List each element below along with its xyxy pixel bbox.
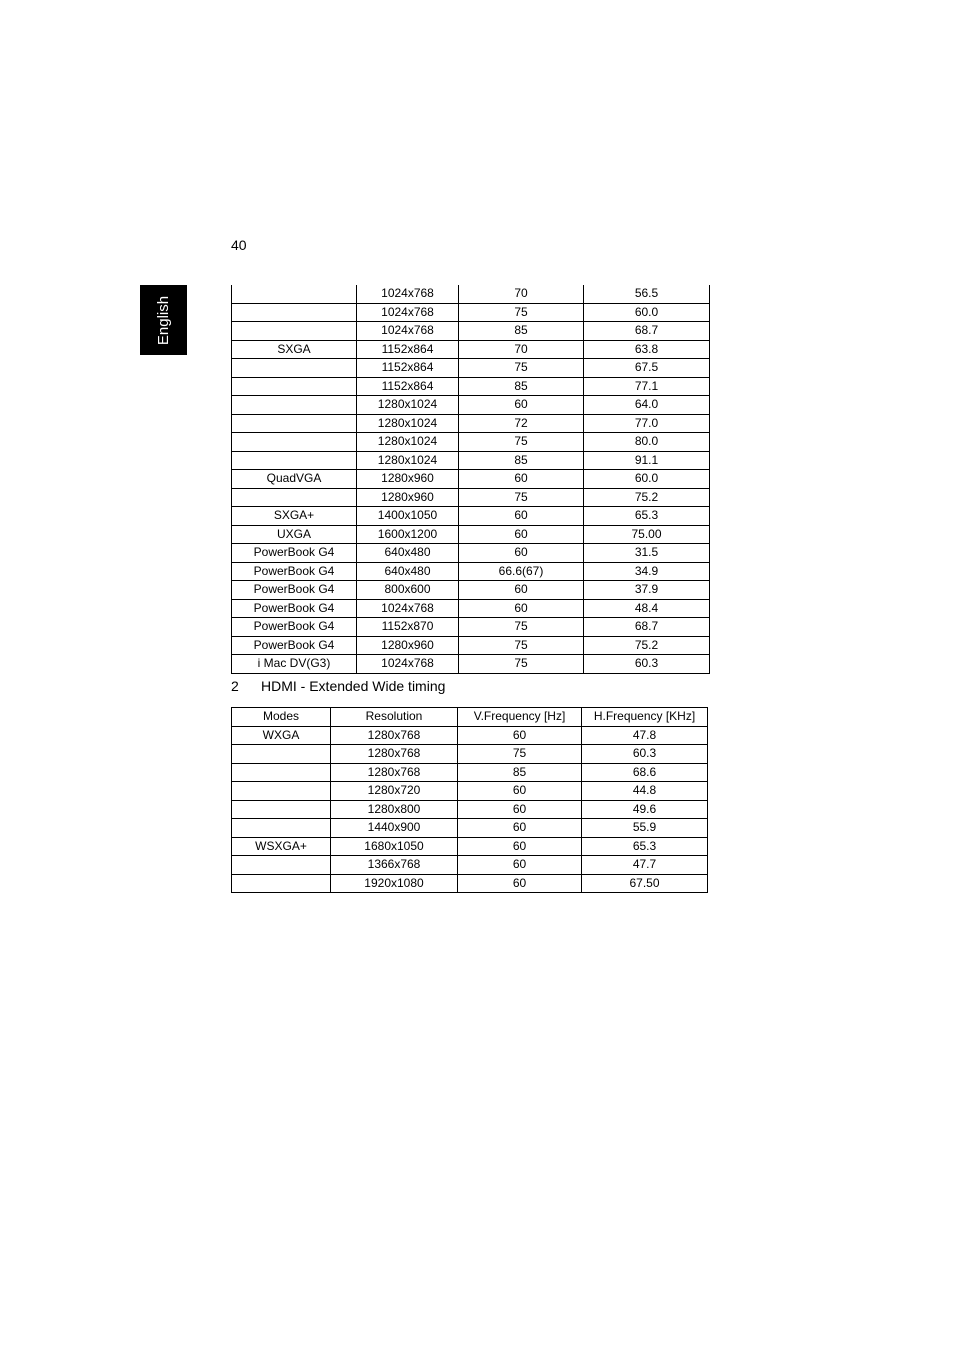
cell-resolution: 1280x768 [331,763,458,782]
cell-resolution: 1366x768 [331,856,458,875]
cell-v-frequency: 60 [459,396,584,415]
cell-mode [232,414,357,433]
cell-mode: SXGA+ [232,507,357,526]
cell-h-frequency: 68.7 [584,322,710,341]
cell-h-frequency: 60.3 [582,745,708,764]
section-heading [231,678,445,694]
cell-h-frequency: 64.0 [584,396,710,415]
table-row [232,544,710,563]
cell-mode: PowerBook G4 [232,581,357,600]
cell-v-frequency: 60 [459,507,584,526]
cell-h-frequency: 49.6 [582,800,708,819]
cell-h-frequency: 67.50 [582,874,708,893]
table-row [232,488,710,507]
cell-v-frequency: 75 [459,433,584,452]
cell-mode [232,359,357,378]
cell-mode: WSXGA+ [232,837,331,856]
table-row [232,726,708,745]
cell-resolution: 1280x768 [331,726,458,745]
table-row [232,303,710,322]
cell-v-frequency: 66.6(67) [459,562,584,581]
cell-h-frequency: 65.3 [582,837,708,856]
cell-mode: PowerBook G4 [232,544,357,563]
cell-v-frequency: 75 [459,618,584,637]
cell-v-frequency: 75 [458,745,582,764]
cell-resolution: 1280x720 [331,782,458,801]
cell-mode: UXGA [232,525,357,544]
cell-resolution: 1152x864 [357,377,459,396]
cell-mode [232,322,357,341]
table-row [232,340,710,359]
cell-mode: QuadVGA [232,470,357,489]
table-row [232,562,710,581]
cell-v-frequency: 60 [459,470,584,489]
cell-resolution: 1280x800 [331,800,458,819]
table-row [232,636,710,655]
page-number: 40 [231,237,247,253]
cell-resolution: 1024x768 [357,285,459,303]
cell-v-frequency: 60 [459,599,584,618]
cell-v-frequency: 60 [458,874,582,893]
table-row [232,856,708,875]
table-row [232,800,708,819]
cell-v-frequency: 60 [458,726,582,745]
table-row [232,581,710,600]
table-row [232,377,710,396]
cell-h-frequency: 48.4 [584,599,710,618]
cell-resolution: 1024x768 [357,322,459,341]
cell-h-frequency: 68.6 [582,763,708,782]
cell-resolution: 1280x1024 [357,433,459,452]
table-row [232,414,710,433]
timing-table-continued [231,285,710,674]
cell-mode: PowerBook G4 [232,636,357,655]
cell-v-frequency: 60 [459,525,584,544]
table-row [232,451,710,470]
table-row [232,599,710,618]
cell-mode [232,782,331,801]
cell-v-frequency: 60 [458,856,582,875]
cell-resolution: 640x480 [357,544,459,563]
section-number: 2 [231,678,239,694]
cell-resolution: 1280x1024 [357,451,459,470]
cell-h-frequency: 34.9 [584,562,710,581]
cell-v-frequency: 60 [459,581,584,600]
cell-h-frequency: 60.0 [584,470,710,489]
cell-v-frequency: 75 [459,303,584,322]
cell-resolution: 1400x1050 [357,507,459,526]
cell-resolution: 1280x960 [357,488,459,507]
cell-resolution: 1280x768 [331,745,458,764]
column-header-h-frequency: H.Frequency [KHz] [582,708,708,727]
cell-h-frequency: 77.1 [584,377,710,396]
cell-resolution: 1600x1200 [357,525,459,544]
cell-h-frequency: 67.5 [584,359,710,378]
cell-h-frequency: 75.2 [584,636,710,655]
cell-mode [232,396,357,415]
section-title: HDMI - Extended Wide timing [261,678,446,694]
cell-v-frequency: 75 [459,488,584,507]
cell-resolution: 1024x768 [357,303,459,322]
cell-resolution: 1152x870 [357,618,459,637]
cell-mode [232,856,331,875]
cell-v-frequency: 85 [458,763,582,782]
cell-v-frequency: 72 [459,414,584,433]
column-header-resolution: Resolution [331,708,458,727]
table-row [232,874,708,893]
cell-h-frequency: 56.5 [584,285,710,303]
cell-mode: i Mac DV(G3) [232,655,357,674]
cell-resolution: 1152x864 [357,359,459,378]
cell-mode: PowerBook G4 [232,618,357,637]
column-header-v-frequency: V.Frequency [Hz] [458,708,582,727]
cell-mode [232,819,331,838]
cell-mode [232,800,331,819]
cell-resolution: 1280x960 [357,470,459,489]
cell-mode: PowerBook G4 [232,599,357,618]
cell-v-frequency: 75 [459,359,584,378]
cell-h-frequency: 75.00 [584,525,710,544]
column-header-modes: Modes [232,708,331,727]
cell-mode [232,763,331,782]
table-row [232,763,708,782]
table-row [232,470,710,489]
cell-mode [232,745,331,764]
cell-resolution: 1024x768 [357,599,459,618]
cell-h-frequency: 31.5 [584,544,710,563]
language-tab [140,285,187,355]
cell-resolution: 1680x1050 [331,837,458,856]
cell-mode [232,303,357,322]
cell-h-frequency: 47.8 [582,726,708,745]
cell-resolution: 1280x960 [357,636,459,655]
cell-h-frequency: 37.9 [584,581,710,600]
table-row [232,507,710,526]
cell-resolution: 1024x768 [357,655,459,674]
cell-mode [232,451,357,470]
hdmi-wide-timing-table [231,707,708,893]
table-row [232,782,708,801]
cell-mode [232,285,357,303]
timing-table-body [232,285,710,673]
cell-resolution: 1152x864 [357,340,459,359]
cell-h-frequency: 63.8 [584,340,710,359]
cell-resolution: 1280x1024 [357,396,459,415]
cell-resolution: 800x600 [357,581,459,600]
cell-v-frequency: 60 [458,800,582,819]
table-row [232,433,710,452]
cell-h-frequency: 80.0 [584,433,710,452]
cell-resolution: 1280x1024 [357,414,459,433]
cell-h-frequency: 60.3 [584,655,710,674]
cell-mode [232,377,357,396]
cell-mode [232,874,331,893]
cell-v-frequency: 75 [459,636,584,655]
table-row [232,837,708,856]
cell-h-frequency: 68.7 [584,618,710,637]
table-row [232,322,710,341]
table-row [232,618,710,637]
cell-mode [232,433,357,452]
table-row [232,819,708,838]
cell-mode [232,488,357,507]
cell-h-frequency: 75.2 [584,488,710,507]
table-row [232,655,710,674]
cell-mode: PowerBook G4 [232,562,357,581]
table-row [232,396,710,415]
cell-v-frequency: 60 [458,782,582,801]
cell-h-frequency: 60.0 [584,303,710,322]
cell-h-frequency: 44.8 [582,782,708,801]
cell-v-frequency: 85 [459,322,584,341]
cell-mode: WXGA [232,726,331,745]
language-tab-label: English [155,295,173,345]
cell-v-frequency: 60 [459,544,584,563]
table-row [232,525,710,544]
cell-h-frequency: 55.9 [582,819,708,838]
cell-v-frequency: 85 [459,377,584,396]
cell-resolution: 1440x900 [331,819,458,838]
table-row [232,745,708,764]
table-row [232,285,710,303]
cell-mode: SXGA [232,340,357,359]
cell-v-frequency: 70 [459,285,584,303]
cell-h-frequency: 91.1 [584,451,710,470]
table-header-row [232,708,708,727]
cell-v-frequency: 85 [459,451,584,470]
cell-resolution: 640x480 [357,562,459,581]
cell-resolution: 1920x1080 [331,874,458,893]
cell-h-frequency: 47.7 [582,856,708,875]
hdmi-table-body [232,726,708,893]
table-row [232,359,710,378]
cell-h-frequency: 77.0 [584,414,710,433]
cell-h-frequency: 65.3 [584,507,710,526]
cell-v-frequency: 70 [459,340,584,359]
cell-v-frequency: 60 [458,837,582,856]
cell-v-frequency: 75 [459,655,584,674]
cell-v-frequency: 60 [458,819,582,838]
